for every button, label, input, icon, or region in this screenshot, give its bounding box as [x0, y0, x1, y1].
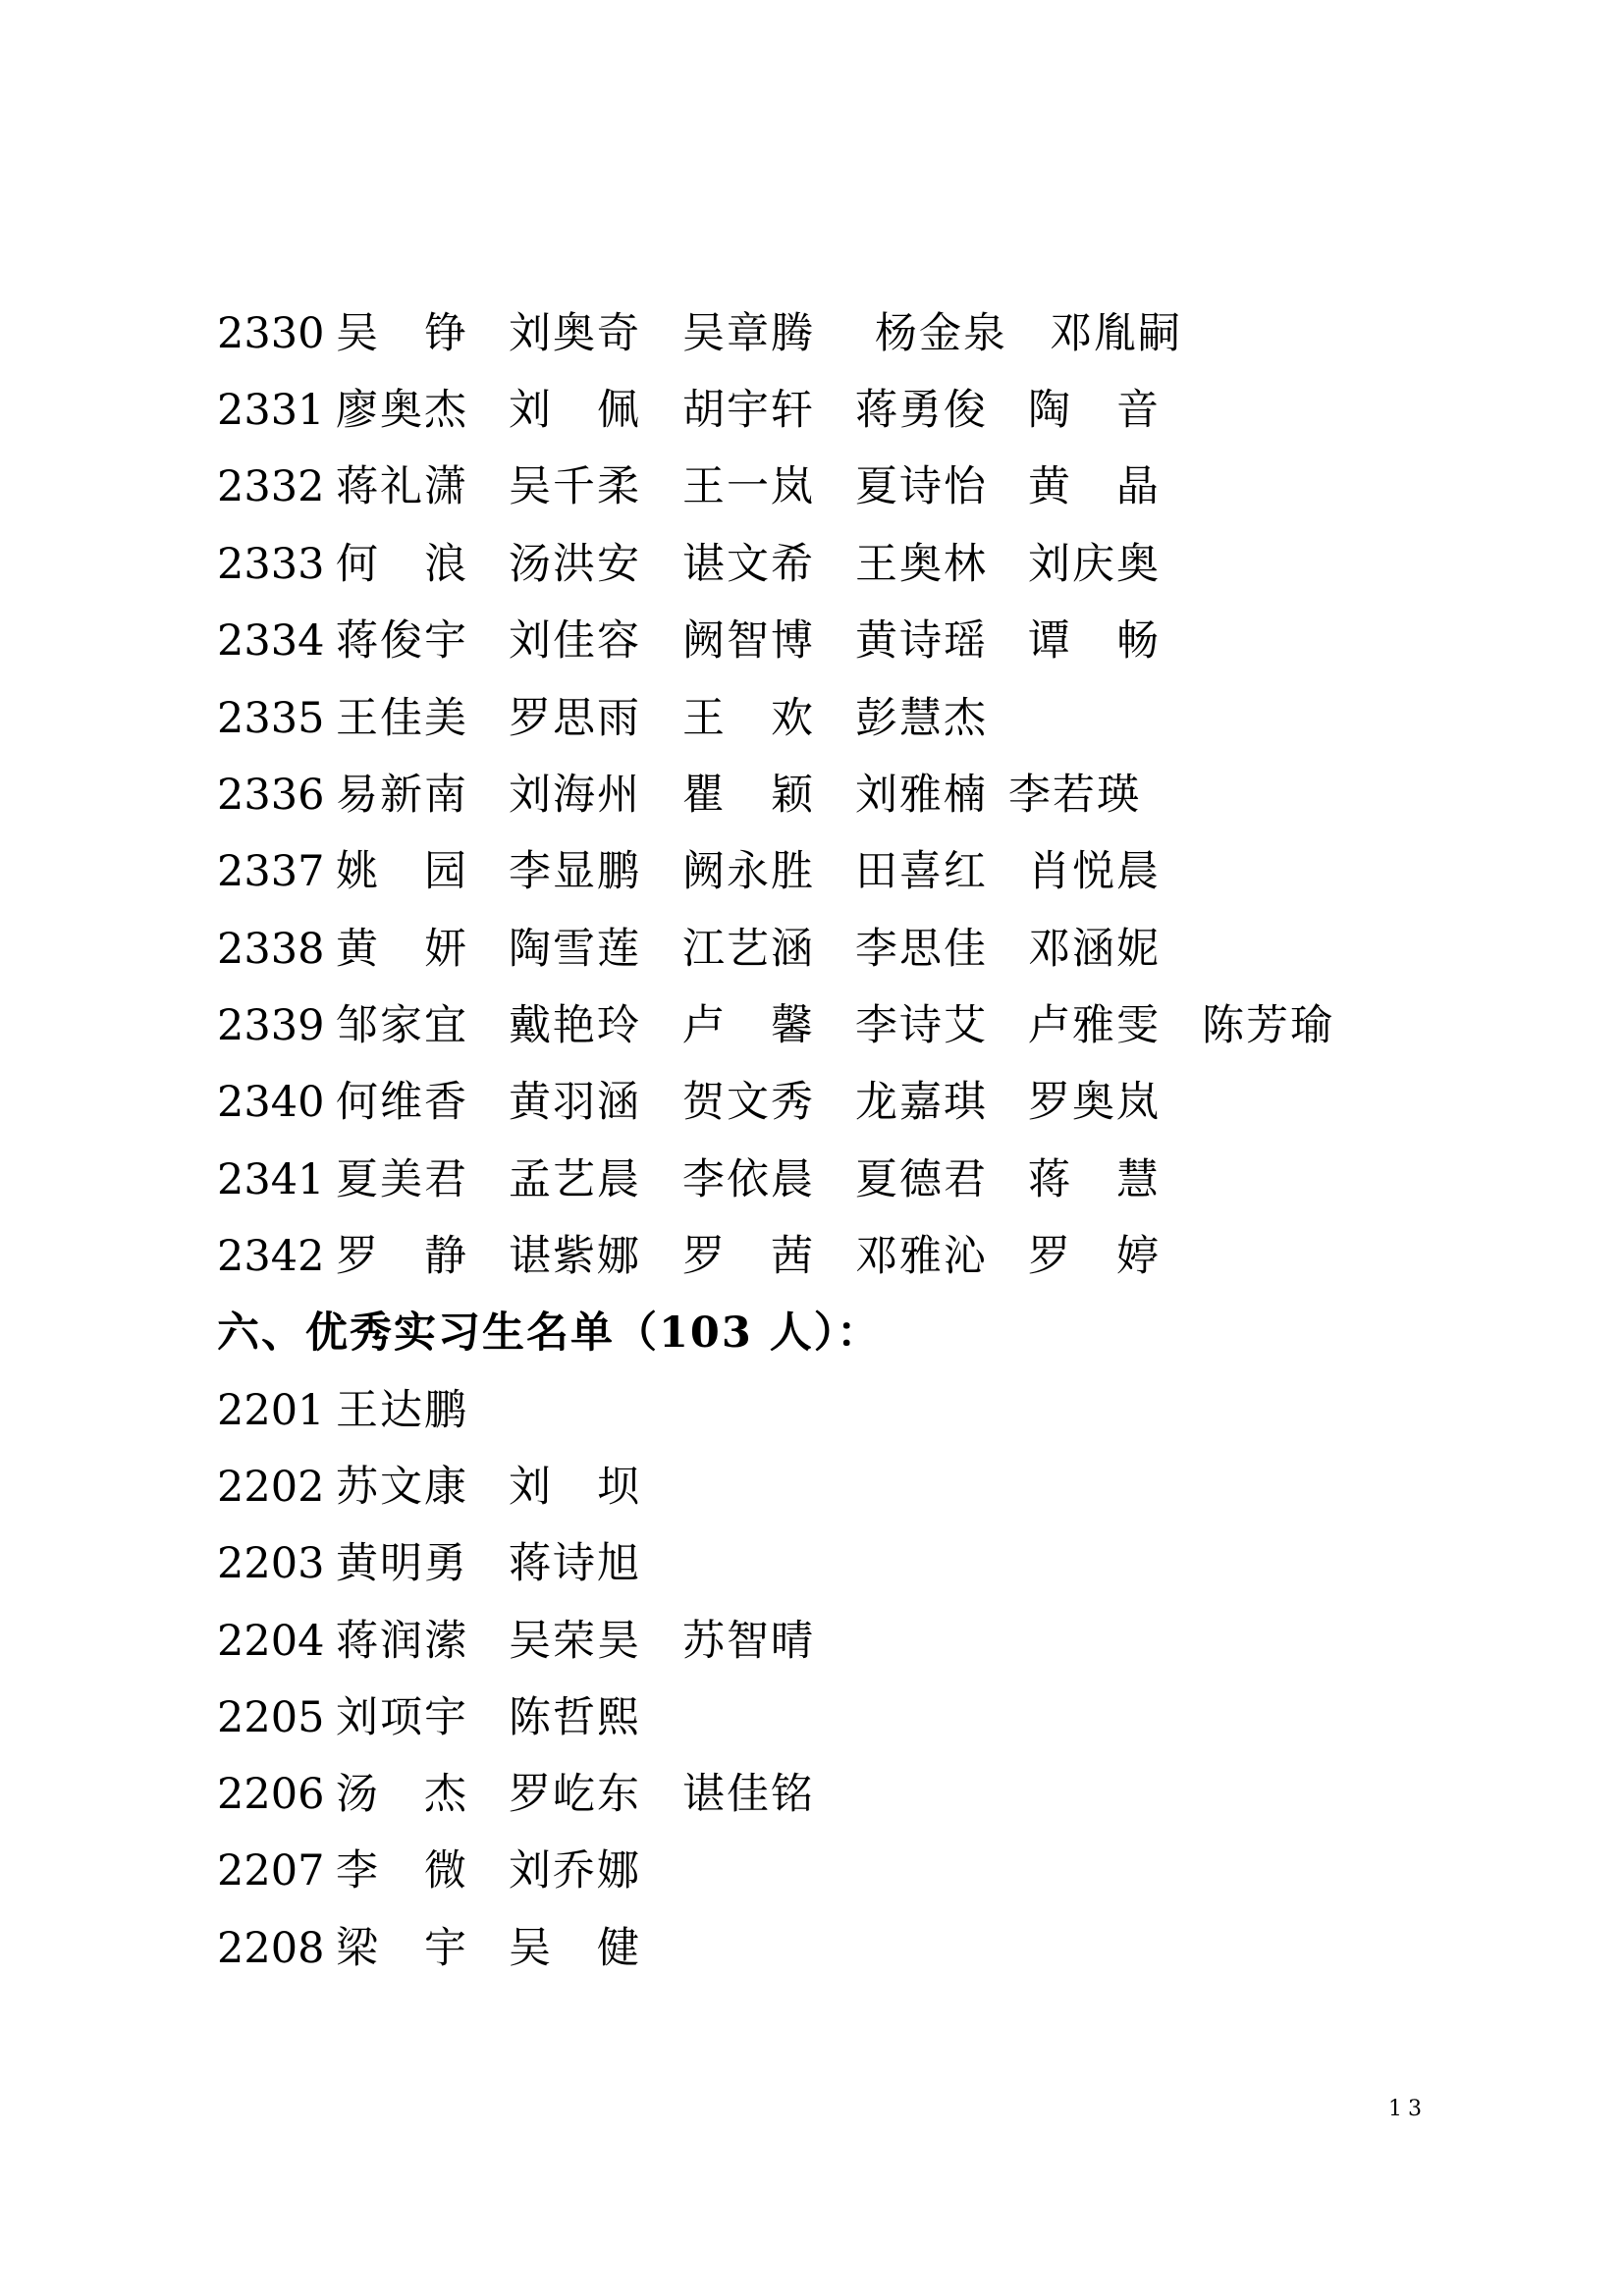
student-name: 姚 园 [336, 847, 468, 896]
student-name: 谌佳铭 [682, 1770, 815, 1819]
list-item [0, 689, 1624, 748]
student-name: 陈芳瑜 [1202, 1001, 1334, 1050]
student-name: 刘 坝 [509, 1463, 641, 1512]
student-name: 王 欢 [682, 694, 815, 743]
class-code: 2342 [217, 1232, 325, 1281]
student-name: 刘海州 [509, 771, 641, 820]
student-name: 贺文秀 [682, 1078, 815, 1127]
class-code: 2331 [217, 386, 325, 435]
student-name: 吴千柔 [509, 462, 641, 511]
class-code: 2332 [217, 462, 325, 511]
list-item [0, 842, 1624, 901]
class-code: 2337 [217, 847, 325, 896]
student-name: 谌紫娜 [509, 1232, 641, 1281]
student-name: 彭慧杰 [855, 694, 988, 743]
student-name: 蒋礼潇 [336, 462, 468, 511]
list-item [0, 1842, 1624, 1900]
student-name: 罗思雨 [509, 694, 641, 743]
section-heading: 六、优秀实习生名单（103 人）： [217, 1308, 882, 1358]
list-item [0, 612, 1624, 670]
class-code: 2201 [217, 1386, 325, 1435]
student-name: 夏美君 [336, 1155, 468, 1204]
class-code: 2202 [217, 1463, 325, 1512]
list-item [0, 1534, 1624, 1593]
student-name: 谌文希 [682, 540, 815, 589]
student-name: 龙嘉琪 [855, 1078, 988, 1127]
student-name: 吴 铮 [336, 309, 468, 358]
student-name: 李显鹏 [509, 847, 641, 896]
student-name: 肖悦晨 [1028, 847, 1161, 896]
list-item [0, 1765, 1624, 1824]
student-name: 王佳美 [336, 694, 468, 743]
student-name: 胡宇轩 [682, 386, 815, 435]
student-name: 王一岚 [682, 462, 815, 511]
student-name: 汤洪安 [509, 540, 641, 589]
list-item [0, 381, 1624, 440]
student-name: 刘佳容 [509, 616, 641, 666]
student-name: 吴章腾 [682, 309, 815, 358]
student-name: 陶雪莲 [509, 925, 641, 974]
student-name: 李诗艾 [855, 1001, 988, 1050]
class-code: 2208 [217, 1924, 325, 1973]
student-name: 阙智博 [682, 616, 815, 666]
class-code: 2338 [217, 925, 325, 974]
student-name: 吴 健 [509, 1924, 641, 1973]
student-name: 梁 宇 [336, 1924, 468, 1973]
student-name: 田喜红 [855, 847, 988, 896]
student-name: 苏智晴 [682, 1617, 815, 1666]
student-name: 苏文康 [336, 1463, 468, 1512]
page-number: 13 [1388, 2097, 1428, 2121]
student-name: 阙永胜 [682, 847, 815, 896]
student-name: 卢 馨 [682, 1001, 815, 1050]
class-code: 2335 [217, 694, 325, 743]
list-item [0, 1458, 1624, 1517]
student-name: 黄羽涵 [509, 1078, 641, 1127]
class-code: 2204 [217, 1617, 325, 1666]
student-name: 何维香 [336, 1078, 468, 1127]
student-name: 瞿 颖 [682, 771, 815, 820]
student-name: 卢雅雯 [1028, 1001, 1161, 1050]
student-name: 罗 婷 [1028, 1232, 1161, 1281]
student-name: 李若瑛 [1008, 771, 1141, 820]
student-name: 吴荣昊 [509, 1617, 641, 1666]
list-item [0, 1919, 1624, 1978]
class-code: 2203 [217, 1539, 325, 1588]
student-name: 李思佳 [855, 925, 988, 974]
student-name: 刘奥奇 [509, 309, 641, 358]
student-name: 蒋俊宇 [336, 616, 468, 666]
student-name: 王达鹏 [336, 1386, 468, 1435]
student-name: 刘乔娜 [509, 1846, 641, 1896]
student-name: 戴艳玲 [509, 1001, 641, 1050]
student-name: 邓雅沁 [855, 1232, 988, 1281]
student-name: 夏德君 [855, 1155, 988, 1204]
student-name: 刘项宇 [336, 1693, 468, 1742]
list-item [0, 1227, 1624, 1286]
student-name: 罗 茜 [682, 1232, 815, 1281]
student-name: 易新南 [336, 771, 468, 820]
list-item [0, 535, 1624, 594]
student-name: 蒋 慧 [1028, 1155, 1161, 1204]
student-name: 罗屹东 [509, 1770, 641, 1819]
list-item [0, 1150, 1624, 1209]
student-name: 刘 佩 [509, 386, 641, 435]
class-code: 2334 [217, 616, 325, 666]
list-item [0, 920, 1624, 979]
class-code: 2207 [217, 1846, 325, 1896]
student-name: 李依晨 [682, 1155, 815, 1204]
student-name: 廖奥杰 [336, 386, 468, 435]
class-code: 2333 [217, 540, 325, 589]
student-name: 黄明勇 [336, 1539, 468, 1588]
class-code: 2336 [217, 771, 325, 820]
student-name: 邓涵妮 [1028, 925, 1161, 974]
student-name: 黄 晶 [1028, 462, 1161, 511]
list-item [0, 457, 1624, 516]
student-name: 王奥林 [855, 540, 988, 589]
student-name: 汤 杰 [336, 1770, 468, 1819]
list-item [0, 1381, 1624, 1440]
student-name: 夏诗怡 [855, 462, 988, 511]
class-code: 2339 [217, 1001, 325, 1050]
student-name: 江艺涵 [682, 925, 815, 974]
list-item [0, 304, 1624, 363]
student-name: 李 微 [336, 1846, 468, 1896]
class-code: 2341 [217, 1155, 325, 1204]
student-name: 黄诗瑶 [855, 616, 988, 666]
list-item [0, 766, 1624, 825]
list-item [0, 1612, 1624, 1671]
student-name: 邓胤嗣 [1050, 309, 1182, 358]
student-name: 陶 音 [1028, 386, 1161, 435]
class-code: 2206 [217, 1770, 325, 1819]
student-name: 蒋诗旭 [509, 1539, 641, 1588]
class-code: 2340 [217, 1078, 325, 1127]
student-name: 黄 妍 [336, 925, 468, 974]
student-name: 何 浪 [336, 540, 468, 589]
student-name: 罗奥岚 [1028, 1078, 1161, 1127]
student-name: 蒋勇俊 [855, 386, 988, 435]
student-name: 孟艺晨 [509, 1155, 641, 1204]
student-name: 杨金泉 [875, 309, 1007, 358]
student-name: 罗 静 [336, 1232, 468, 1281]
student-name: 刘庆奥 [1028, 540, 1161, 589]
student-name: 邹家宜 [336, 1001, 468, 1050]
student-name: 刘雅楠 [855, 771, 988, 820]
class-code: 2205 [217, 1693, 325, 1742]
list-item [0, 996, 1624, 1055]
class-code: 2330 [217, 309, 325, 358]
student-name: 谭 畅 [1028, 616, 1161, 666]
student-name: 陈哲熙 [509, 1693, 641, 1742]
list-item [0, 1073, 1624, 1132]
list-item [0, 1688, 1624, 1747]
student-name: 蒋润潆 [336, 1617, 468, 1666]
